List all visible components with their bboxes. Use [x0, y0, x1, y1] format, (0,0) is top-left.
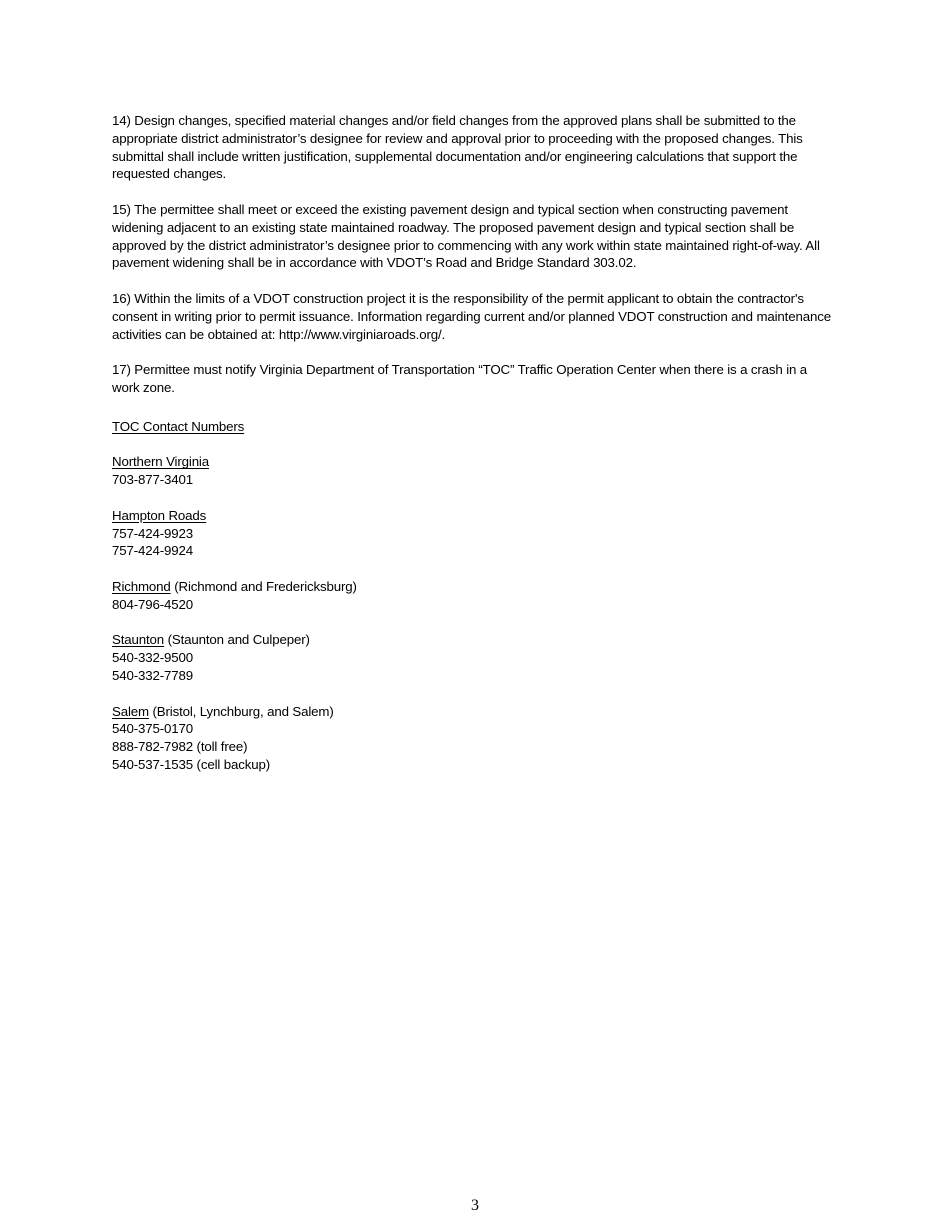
phone-number: 540-537-1535 (cell backup) — [112, 756, 270, 772]
region-note: (Staunton and Culpeper) — [164, 632, 310, 648]
region-name: Salem — [112, 703, 149, 719]
phone-number: 804-796-4520 — [112, 596, 194, 612]
region-title — [112, 453, 834, 471]
region-title — [112, 578, 834, 596]
region-salem — [112, 703, 834, 774]
condition-17-paragraph: 17) Permittee must notify Virginia Department of Transportation “TOC” Traffic Operation Center when there is a crash in a work zone. — [112, 362, 808, 395]
phone-number: 703-877-3401 — [112, 472, 194, 488]
region-name: Richmond — [112, 578, 171, 594]
region-name: Hampton Roads — [112, 507, 207, 523]
region-northern-virginia — [112, 453, 834, 489]
region-title — [112, 507, 834, 525]
condition-16-paragraph: 16) Within the limits of a VDOT construction project it is the responsibility of the permit applicant to obtain the contractor's consent in writing prior to permit issuance. Information regarding current and/or planned VDOT construction and maintenance activities can be obtained at: http://www.virginiaroads.org/. — [112, 290, 831, 342]
phone-number: 888-782-7982 (toll free) — [112, 739, 248, 755]
page-content — [112, 112, 834, 791]
region-note: (Bristol, Lynchburg, and Salem) — [148, 703, 334, 719]
phone-number: 540-375-0170 — [112, 721, 194, 737]
region-hampton-roads — [112, 507, 834, 560]
region-title — [112, 703, 834, 721]
region-name: Northern Virginia — [112, 454, 209, 470]
region-name: Staunton — [112, 632, 165, 648]
region-note: (Richmond and Fredericksburg) — [170, 578, 357, 594]
condition-14-paragraph: 14) Design changes, specified material changes and/or field changes from the approved plans shall be submitted to the appropriate district administrator’s designee for review and approval prior to proceeding with the proposed changes. This submittal shall include written justification, supplemental documentation and/or engineering calculations that support the requested changes. — [112, 113, 803, 182]
toc-contact-heading-text: TOC Contact Numbers — [112, 418, 245, 434]
phone-number: 540-332-7789 — [112, 667, 194, 683]
condition-15-paragraph: 15) The permittee shall meet or exceed the existing pavement design and typical section when constructing pavement widening adjacent to an existing state maintained roadway. The proposed pavement design and typical section shall be approved by the district administrator’s designee prior to commencing with any work within state maintained right-of-way. All pavement widening shall be in accordance with VDOT’s Road and Bridge Standard 303.02. — [112, 201, 820, 271]
region-title — [112, 631, 834, 649]
toc-contact-heading — [112, 418, 834, 436]
phone-number: 540-332-9500 — [112, 650, 194, 666]
region-staunton — [112, 631, 834, 684]
page-number: 3 — [471, 1197, 479, 1214]
region-richmond — [112, 578, 834, 614]
phone-number: 757-424-9923 — [112, 525, 194, 541]
phone-number: 757-424-9924 — [112, 543, 194, 559]
